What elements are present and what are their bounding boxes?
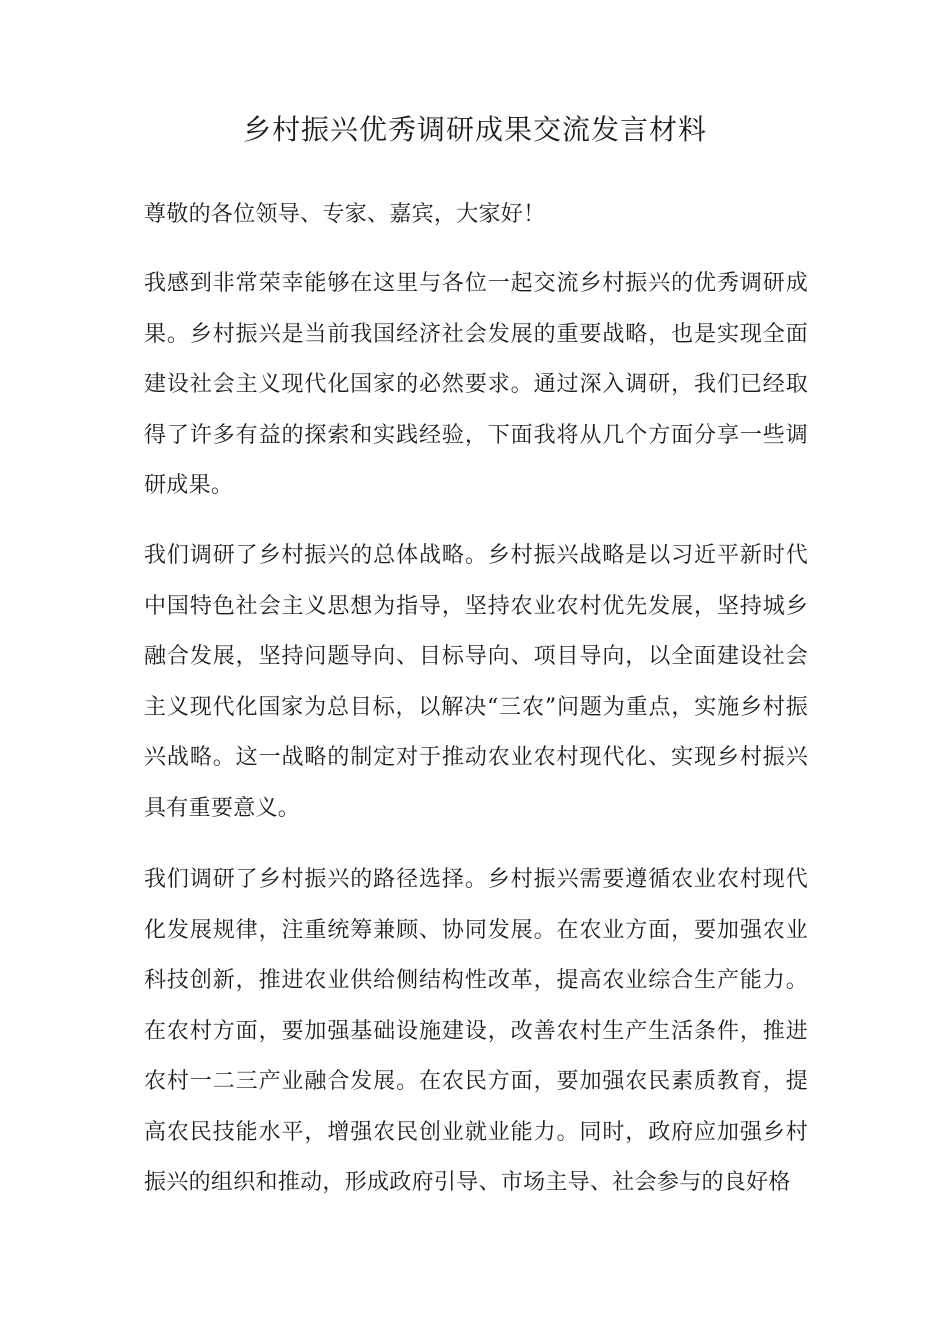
- document-title: 乡村振兴优秀调研成果交流发言材料: [242, 113, 707, 146]
- greeting-paragraph: 尊敬的各位领导、专家、嘉宾，大家好！: [144, 202, 546, 227]
- strategy-paragraph: 我们调研了乡村振兴的总体战略。乡村振兴战略是以习近平新时代中国特色社会主义思想为指导，坚持农业农村优先发展，坚持城乡融合发展，坚持问题导向、目标导向、项目导向，以全面建设社会主义现代化国家为总目标，以解决“三农”问题为重点，实施乡村振兴战略。这一战略的制定对于推动农业农村现代化、实现乡村振兴具有重要意义。: [144, 543, 808, 821]
- path-paragraph: 我们调研了乡村振兴的路径选择。乡村振兴需要遵循农业农村现代化发展规律，注重统筹兼顾、协同发展。在农业方面，要加强农业科技创新，推进农业供给侧结构性改革，提高农业综合生产能力。在农村方面，要加强基础设施建设，改善农村生产生活条件，推进农村一二三产业融合发展。在农民方面，要加强农民素质教育，提高农民技能水平，增强农民创业就业能力。同时，政府应加强乡村振兴的组织和推动，形成政府引导、市场主导、社会参与的良好格: [144, 867, 808, 1195]
- intro-paragraph: 我感到非常荣幸能够在这里与各位一起交流乡村振兴的优秀调研成果。乡村振兴是当前我国经济社会发展的重要战略，也是实现全面建设社会主义现代化国家的必然要求。通过深入调研，我们已经取得了许多有益的探索和实践经验，下面我将从几个方面分享一些调研成果。: [144, 271, 808, 498]
